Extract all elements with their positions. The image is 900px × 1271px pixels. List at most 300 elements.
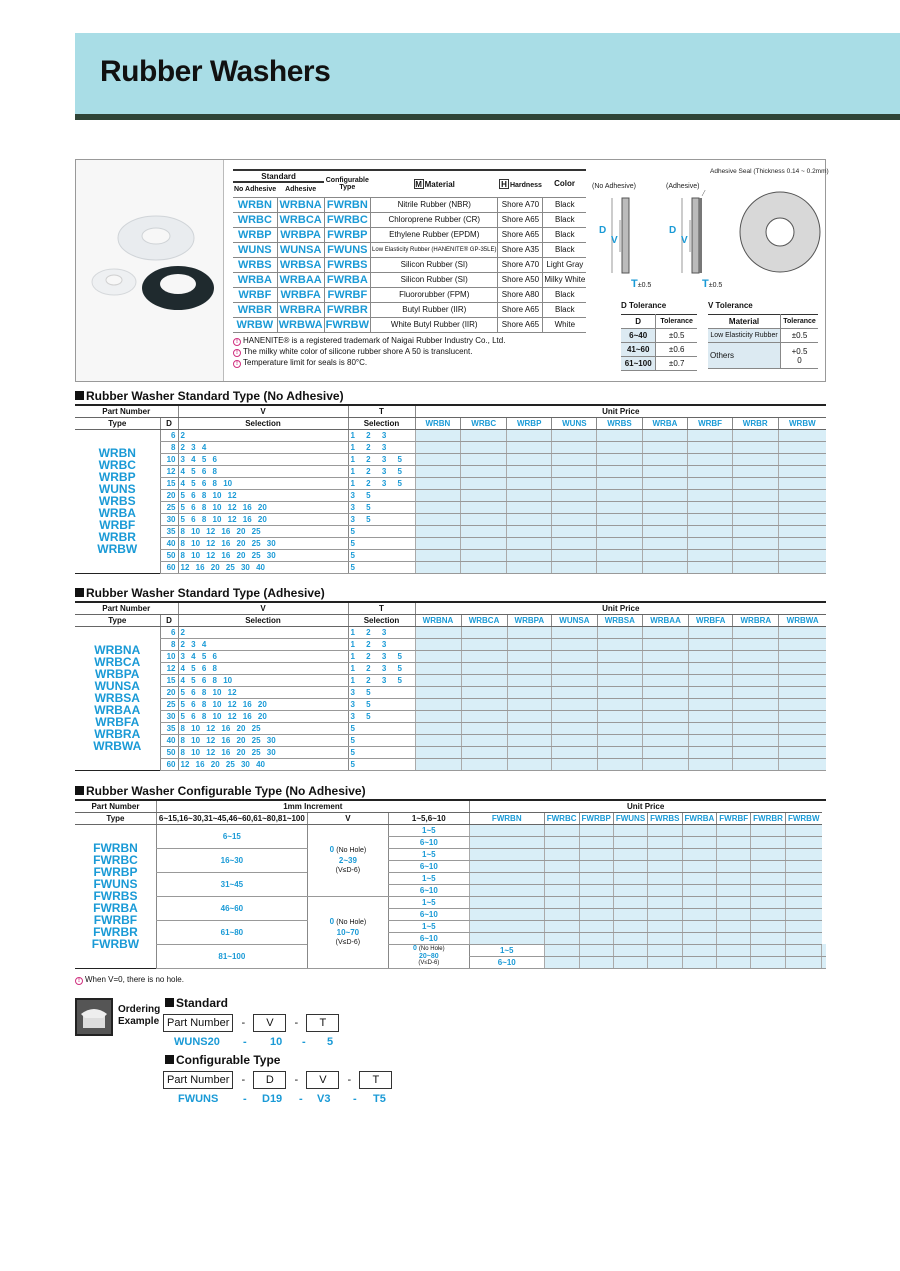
ex1-pn: WUNS20	[174, 1036, 220, 1048]
price-cell	[597, 758, 642, 770]
price-cell	[642, 441, 688, 453]
price-cell	[732, 489, 778, 501]
header-sel: Selection	[178, 614, 348, 626]
table-row	[75, 626, 826, 638]
table-row	[75, 537, 826, 549]
material-cell: Shore A65	[498, 302, 543, 317]
material-cell: WRBFA	[277, 287, 324, 302]
type-code: WRBPA	[95, 667, 140, 681]
material-cell: WRBRA	[277, 302, 324, 317]
price-cell	[507, 734, 552, 746]
d-value: 40	[160, 734, 178, 746]
price-cell	[643, 662, 689, 674]
price-cell	[597, 746, 642, 758]
d-value: 15	[160, 674, 178, 686]
type-code: FWRBP	[93, 865, 138, 879]
price-cell	[688, 489, 732, 501]
price-cell	[785, 824, 821, 836]
price-cell	[461, 513, 507, 525]
price-cell	[415, 722, 461, 734]
price-cell	[507, 489, 552, 501]
d-tol-cell: ±0.5	[656, 329, 697, 343]
price-cell	[597, 489, 642, 501]
material-cell: WRBPA	[277, 227, 324, 242]
price-cell	[415, 489, 461, 501]
type-code: FWRBN	[93, 841, 138, 855]
price-cell	[552, 650, 597, 662]
type-code: FWRBR	[93, 925, 138, 939]
price-cell	[597, 441, 642, 453]
price-cell	[733, 746, 779, 758]
header-v: V	[178, 602, 348, 614]
price-cell	[648, 956, 682, 968]
order-std-title: Standard	[165, 996, 228, 1010]
price-cell	[642, 489, 688, 501]
price-cell	[779, 746, 826, 758]
price-cell	[689, 722, 733, 734]
price-cell	[751, 884, 786, 896]
price-cell	[597, 686, 642, 698]
price-cell	[507, 686, 552, 698]
price-cell	[597, 549, 642, 561]
price-cell	[648, 824, 682, 836]
t-range: 6~10	[388, 884, 469, 896]
pn-box: Part Number	[163, 1014, 233, 1032]
price-cell	[579, 956, 613, 968]
v-zero-val: 0	[413, 945, 417, 952]
material-cell: FWRBC	[324, 212, 370, 227]
d-box: D	[253, 1071, 286, 1089]
d-range: 31~45	[156, 872, 307, 896]
price-cell	[688, 441, 732, 453]
price-cell	[717, 848, 751, 860]
d-value: 35	[160, 722, 178, 734]
v-selection: 12 16 20 25 30 40	[178, 561, 348, 573]
material-cell: Silicon Rubber (SI)	[371, 272, 498, 287]
price-cell	[507, 698, 552, 710]
price-cell	[688, 561, 732, 573]
t-range: 1~5	[388, 920, 469, 932]
v-tol-cell: Low Elasticity Rubber	[708, 329, 781, 343]
h-noadh: No Adhesive	[233, 182, 277, 197]
v-selection: 2 3 4	[178, 638, 348, 650]
material-cell: Butyl Rubber (IIR)	[371, 302, 498, 317]
table-row	[75, 549, 826, 561]
price-cell	[688, 513, 732, 525]
material-cell: Nitrile Rubber (NBR)	[371, 197, 498, 212]
page-title: Rubber Washers	[100, 55, 331, 88]
table-row	[75, 489, 826, 501]
v-box: V	[306, 1071, 339, 1089]
v-range	[388, 944, 469, 968]
h-standard: Standard	[233, 170, 324, 182]
table-row	[75, 710, 826, 722]
price-cell	[507, 674, 552, 686]
d-value: 8	[160, 638, 178, 650]
v-selection: 4 5 6 8	[178, 662, 348, 674]
price-cell	[751, 860, 786, 872]
t-selection: 1 2 3	[348, 638, 415, 650]
price-cell	[544, 872, 579, 884]
t-selection: 5	[348, 561, 415, 573]
note-text: Temperature limit for seals is 80°C.	[243, 358, 368, 367]
price-cell	[643, 650, 689, 662]
price-cell	[461, 549, 507, 561]
table-row	[75, 441, 826, 453]
d-range: 6~15	[156, 824, 307, 848]
price-cell	[507, 722, 552, 734]
price-col-header: WRBP	[507, 417, 552, 429]
price-cell	[469, 824, 544, 836]
price-cell	[689, 758, 733, 770]
label-seal: Adhesive Seal (Thickness 0.14 ~ 0.2mm)	[710, 168, 829, 175]
price-cell	[717, 836, 751, 848]
price-cell	[597, 674, 642, 686]
price-cell	[597, 429, 642, 441]
price-cell	[461, 501, 507, 513]
v-nohole: (No Hole)	[336, 846, 367, 854]
dash: -	[241, 1017, 246, 1029]
header-t: 1~5,6~10	[388, 812, 469, 824]
header-v: V	[178, 405, 348, 417]
price-cell	[785, 932, 821, 944]
m-icon: M	[415, 179, 422, 189]
price-cell	[785, 956, 821, 968]
price-cell	[544, 932, 579, 944]
price-cell	[461, 477, 507, 489]
note-icon: !	[233, 360, 241, 368]
price-cell	[469, 884, 544, 896]
price-cell	[507, 758, 552, 770]
price-cell	[613, 956, 647, 968]
v-selection: 5 6 8 10 12 16 20	[178, 698, 348, 710]
t-range: 1~5	[469, 944, 544, 956]
header-sel: Selection	[348, 417, 415, 429]
type-code: FWRBF	[93, 913, 138, 927]
price-cell	[552, 710, 597, 722]
header-t: T	[348, 602, 415, 614]
price-cell	[552, 734, 597, 746]
price-cell	[415, 686, 461, 698]
v-range-val: 10~70	[336, 927, 360, 937]
table-row	[75, 453, 826, 465]
t-selection: 3 5	[348, 710, 415, 722]
price-cell	[778, 537, 826, 549]
price-cell	[733, 710, 779, 722]
price-cell	[579, 848, 613, 860]
price-cell	[732, 429, 778, 441]
material-cell: FWRBP	[324, 227, 370, 242]
material-cell: WUNS	[233, 242, 277, 257]
header-type: Type	[75, 417, 160, 429]
ex2-dash2: -	[299, 1093, 303, 1105]
t-range: 1~5	[388, 896, 469, 908]
header-pn: Part Number	[75, 405, 178, 417]
price-cell	[733, 758, 779, 770]
price-cell	[717, 872, 751, 884]
d-tol-table	[621, 314, 697, 371]
price-cell	[682, 956, 717, 968]
price-cell	[544, 884, 579, 896]
price-col-header: WRBCA	[461, 614, 507, 626]
price-cell	[579, 944, 613, 956]
price-cell	[461, 525, 507, 537]
material-cell: WRBNA	[277, 197, 324, 212]
ex2-dash3: -	[353, 1093, 357, 1105]
table-row	[75, 686, 826, 698]
t-selection: 1 2 3 5	[348, 477, 415, 489]
dash: -	[294, 1017, 299, 1029]
type-code: WRBRA	[94, 727, 141, 741]
price-cell	[648, 944, 682, 956]
price-cell	[751, 872, 786, 884]
price-cell	[507, 537, 552, 549]
price-cell	[648, 908, 682, 920]
v-tol-h1: Material	[708, 315, 781, 329]
price-cell	[717, 860, 751, 872]
material-cell: WRBF	[233, 287, 277, 302]
price-cell	[779, 650, 826, 662]
price-cell	[415, 441, 461, 453]
price-cell	[733, 650, 779, 662]
table-row	[75, 429, 826, 441]
price-cell	[507, 429, 552, 441]
price-cell	[552, 626, 597, 638]
v-selection: 5 6 8 10 12	[178, 686, 348, 698]
header-type: Type	[75, 614, 160, 626]
header-d: D	[160, 614, 178, 626]
t-selection: 5	[348, 722, 415, 734]
price-cell	[579, 836, 613, 848]
material-cell: Black	[543, 287, 586, 302]
price-cell	[613, 824, 647, 836]
type-code: WRBC	[98, 458, 136, 472]
price-cell	[648, 872, 682, 884]
price-cell	[642, 513, 688, 525]
t-selection: 3 5	[348, 489, 415, 501]
price-cell	[688, 453, 732, 465]
price-cell	[648, 836, 682, 848]
label-d1: D	[599, 225, 607, 236]
price-cell	[643, 686, 689, 698]
table-row	[75, 746, 826, 758]
type-code: WRBA	[98, 506, 136, 520]
v-range-val: 2~39	[338, 855, 357, 865]
header-sel: Selection	[178, 417, 348, 429]
material-cell: Milky White	[543, 272, 586, 287]
price-cell	[552, 513, 597, 525]
type-code: FWRBA	[93, 901, 138, 915]
price-cell	[415, 626, 461, 638]
configurable-table	[75, 799, 826, 969]
dash: -	[294, 1074, 299, 1086]
d-value: 30	[160, 513, 178, 525]
price-cell	[613, 872, 647, 884]
h-color: Color	[543, 170, 586, 197]
label-adhesive: (Adhesive)	[666, 183, 700, 190]
price-cell	[779, 722, 826, 734]
price-cell	[507, 561, 552, 573]
price-cell	[682, 872, 717, 884]
v-selection: 5 6 8 10 12	[178, 489, 348, 501]
price-cell	[469, 920, 544, 932]
price-cell	[613, 920, 647, 932]
t-selection: 1 2 3	[348, 441, 415, 453]
table-row	[75, 513, 826, 525]
price-cell	[597, 698, 642, 710]
v-tol-h2: Tolerance	[781, 315, 818, 329]
header-bar	[75, 114, 900, 120]
d-value: 15	[160, 477, 178, 489]
price-cell	[469, 932, 544, 944]
material-cell: Chloroprene Rubber (CR)	[371, 212, 498, 227]
price-col-header: FWRBR	[751, 812, 786, 824]
price-cell	[544, 836, 579, 848]
price-cell	[689, 650, 733, 662]
price-col-header: WUNSA	[552, 614, 597, 626]
material-cell: WUNSA	[277, 242, 324, 257]
price-cell	[461, 686, 507, 698]
price-cell	[552, 537, 597, 549]
header-inc: 1mm Increment	[156, 800, 469, 812]
price-col-header: FWRBW	[785, 812, 821, 824]
price-cell	[778, 501, 826, 513]
price-cell	[642, 549, 688, 561]
v-tol-cell: +0.5 0	[781, 343, 818, 369]
price-cell	[682, 860, 717, 872]
t-range: 6~10	[388, 932, 469, 944]
v-range-val: 20~80	[418, 953, 439, 960]
v-selection: 8 10 12 16 20 25 30	[178, 537, 348, 549]
price-cell	[778, 561, 826, 573]
ex1-t: 5	[327, 1036, 334, 1048]
price-cell	[415, 674, 461, 686]
material-cell: WRBR	[233, 302, 277, 317]
price-cell	[597, 465, 642, 477]
price-cell	[785, 860, 821, 872]
material-row	[233, 302, 586, 317]
price-cell	[415, 513, 461, 525]
v-box: V	[253, 1014, 286, 1032]
price-cell	[597, 453, 642, 465]
price-cell	[642, 453, 688, 465]
v-range	[307, 824, 388, 896]
price-cell	[552, 674, 597, 686]
price-cell	[778, 549, 826, 561]
price-cell	[785, 896, 821, 908]
phone-icon	[75, 998, 113, 1036]
price-col-header: WRBC	[461, 417, 507, 429]
type-code: WRBN	[98, 446, 136, 460]
table-row	[75, 477, 826, 489]
v-selection: 8 10 12 16 20 25 30	[178, 549, 348, 561]
price-cell	[579, 908, 613, 920]
material-cell: Black	[543, 302, 586, 317]
material-row	[233, 242, 586, 257]
d-value: 60	[160, 561, 178, 573]
price-cell	[717, 896, 751, 908]
price-cell	[579, 872, 613, 884]
price-cell	[461, 561, 507, 573]
standard-table	[75, 404, 826, 574]
price-cell	[469, 860, 544, 872]
price-col-header: WRBNA	[415, 614, 461, 626]
table-row	[75, 465, 826, 477]
price-cell	[717, 932, 751, 944]
price-cell	[733, 638, 779, 650]
price-cell	[717, 920, 751, 932]
t-selection: 3 5	[348, 513, 415, 525]
price-cell	[689, 686, 733, 698]
label-t2: T±0.5	[702, 278, 723, 290]
material-cell: White Butyl Rubber (IIR)	[371, 317, 498, 332]
t-selection: 1 2 3 5	[348, 453, 415, 465]
price-cell	[597, 722, 642, 734]
v-nohole: (No Hole)	[418, 946, 445, 952]
price-cell	[785, 884, 821, 896]
v-tol-cell: ±0.5	[781, 329, 818, 343]
table-row	[75, 561, 826, 573]
price-cell	[778, 525, 826, 537]
material-cell: White	[543, 317, 586, 332]
v-selection: 12 16 20 25 30 40	[178, 758, 348, 770]
price-cell	[552, 465, 597, 477]
price-cell	[552, 477, 597, 489]
price-col-header: FWRBC	[544, 812, 579, 824]
material-row	[233, 197, 586, 212]
header-sel: Selection	[348, 614, 415, 626]
material-cell: Shore A70	[498, 257, 543, 272]
price-cell	[648, 920, 682, 932]
price-cell	[785, 872, 821, 884]
price-cell	[415, 537, 461, 549]
table-row	[75, 674, 826, 686]
price-cell	[461, 537, 507, 549]
price-cell	[682, 836, 717, 848]
material-cell: FWRBS	[324, 257, 370, 272]
price-cell	[642, 537, 688, 549]
price-cell	[785, 944, 821, 956]
price-cell	[415, 465, 461, 477]
material-cell: WRBA	[233, 272, 277, 287]
price-cell	[689, 746, 733, 758]
ex1-v: 10	[270, 1036, 283, 1048]
price-cell	[552, 686, 597, 698]
material-cell: Black	[543, 212, 586, 227]
note-text: HANENITE® is a registered trademark of Naigai Rubber Industry Co., Ltd.	[243, 336, 506, 345]
d-value: 20	[160, 489, 178, 501]
price-cell	[751, 944, 786, 956]
v-range	[307, 896, 388, 968]
label-d2: D	[669, 225, 677, 236]
price-cell	[461, 758, 507, 770]
type-code: WRBNA	[94, 643, 141, 657]
price-cell	[579, 824, 613, 836]
price-cell	[643, 638, 689, 650]
material-cell: Shore A35	[498, 242, 543, 257]
washers-image	[76, 160, 224, 381]
d-tol-cell: 61~100	[621, 357, 656, 371]
price-cell	[507, 662, 552, 674]
price-cell	[579, 920, 613, 932]
t-selection: 5	[348, 525, 415, 537]
type-code: WRBW	[97, 542, 138, 556]
price-cell	[552, 525, 597, 537]
material-cell: Shore A65	[498, 227, 543, 242]
price-cell	[461, 710, 507, 722]
note-icon: !	[233, 338, 241, 346]
t-box: T	[359, 1071, 392, 1089]
